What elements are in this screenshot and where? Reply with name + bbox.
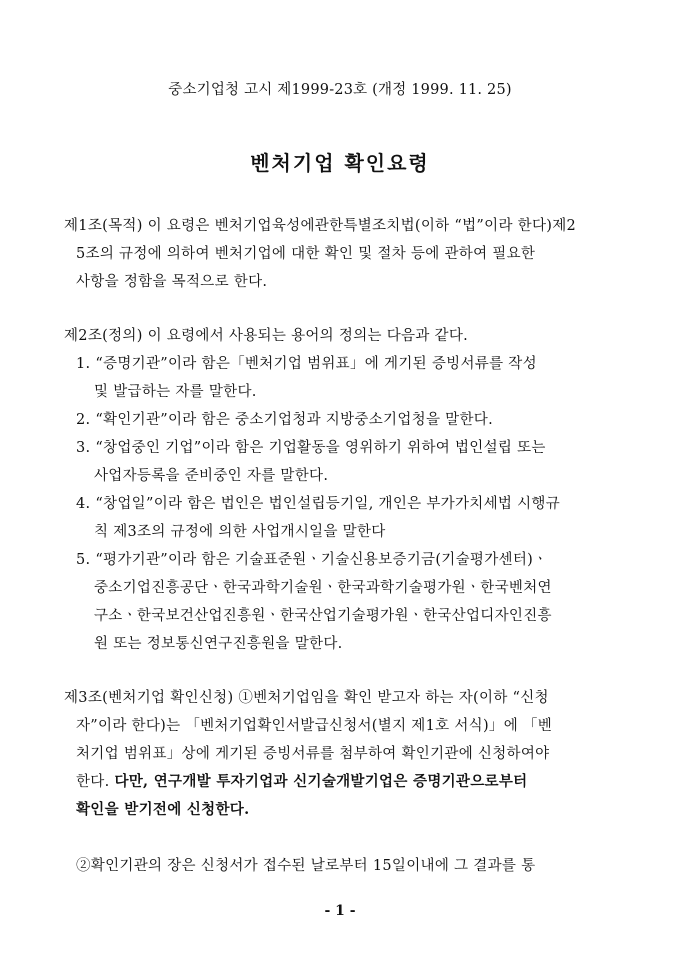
definition-item-1 xyxy=(76,350,624,406)
definition-line: 1. “증명기관”이라 함은「벤처기업 범위표」에 게기된 증빙서류를 작성 xyxy=(76,356,537,372)
article-3-paragraph-2: ②확인기관의 장은 신청서가 접수된 날로부터 15일이내에 그 결과를 통 xyxy=(76,858,536,874)
definition-item-5 xyxy=(76,546,624,658)
article-3-bold-text: 확인을 받기전에 신청한다. xyxy=(76,801,250,818)
page-number: - 1 - xyxy=(324,903,356,919)
article-3-line: 자”이라 한다)는 「벤처기업확인서발급신청서(별지 제1호 서식)」에 「벤 xyxy=(76,718,553,734)
definition-line: 원 또는 정보통신연구진흥원을 말한다. xyxy=(94,636,343,652)
definition-line: 사업자등록을 준비중인 자를 말한다. xyxy=(94,468,329,484)
article-3-line: 처기업 범위표」상에 게기된 증빙서류를 첨부하여 확인기관에 신청하여야 xyxy=(76,746,550,762)
document-title: 벤처기업 확인요령 xyxy=(250,151,430,175)
definition-item-2 xyxy=(76,406,624,434)
article-3-line xyxy=(64,768,624,796)
article-3-line: 제3조(벤처기업 확인신청) ①벤처기업임을 확인 받고자 하는 자(이하 “신청 xyxy=(64,690,549,706)
definition-line: 구소ㆍ한국보건산업진흥원ㆍ한국산업기술평가원ㆍ한국산업디자인진흥 xyxy=(94,608,552,624)
definition-item-4 xyxy=(76,490,624,546)
definition-line: 3. “창업중인 기업”이라 함은 기업활동을 영위하기 위하여 법인설립 또는 xyxy=(76,440,546,456)
article-1 xyxy=(64,212,624,296)
notice-number: 중소기업청 고시 제1999-23호 (개정 1999. 11. 25) xyxy=(168,82,512,98)
definition-line: 중소기업진흥공단ㆍ한국과학기술원ㆍ한국과학기술평가원ㆍ한국벤처연 xyxy=(94,580,552,596)
definition-line: 칙 제3조의 규정에 의한 사업개시일을 말한다 xyxy=(94,524,386,540)
definition-line: 5. “평가기관”이라 함은 기술표준원ㆍ기술신용보증기금(기술평가센터)ㆍ xyxy=(76,552,548,568)
article-2-intro: 제2조(정의) 이 요령에서 사용되는 용어의 정의는 다음과 같다. xyxy=(64,328,469,344)
definition-line: 및 발급하는 자를 말한다. xyxy=(94,384,257,400)
article-1-line: 제1조(목적) 이 요령은 벤처기업육성에관한특별조치법(이하 “법”이라 한다)제2 xyxy=(64,218,577,234)
article-3-line xyxy=(64,796,624,824)
article-3 xyxy=(64,684,624,824)
article-3-plain-text: 한다. xyxy=(76,774,115,790)
definition-line: 4. “창업일”이라 함은 법인은 법인설립등기일, 개인은 부가가치세법 시행규 xyxy=(76,496,561,512)
definition-line: 2. “확인기관”이라 함은 중소기업청과 지방중소기업청을 말한다. xyxy=(76,412,493,428)
article-1-line: 사항을 정함을 목적으로 한다. xyxy=(76,274,268,290)
definition-item-3 xyxy=(76,434,624,490)
article-3-bold-text: 다만, 연구개발 투자기업과 신기술개발기업은 증명기관으로부터 xyxy=(114,773,528,790)
article-1-line: 5조의 규정에 의하여 벤처기업에 대한 확인 및 절차 등에 관하여 필요한 xyxy=(76,246,536,262)
